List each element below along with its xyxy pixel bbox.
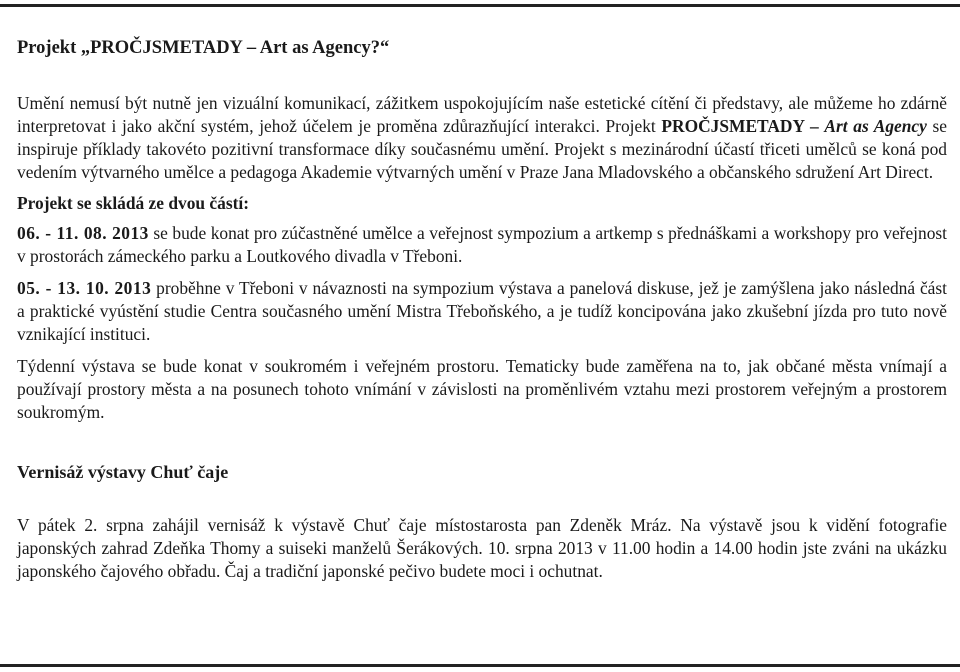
project-name: PROČJSMETADY –: [661, 116, 825, 136]
intro-text-1: Umění nemusí být nutně jen vizuální komunikací, zážitkem uspokojujícím naše estetické cítění či představy, ale můžeme ho zdárně interpretovat i jako akční systém, jehož účelem je proměna zdůrazňující interakci. Projekt: [17, 93, 947, 136]
part-one-paragraph: [17, 222, 947, 268]
intro-text-2: se inspiruje příklady takovéto pozitivní transformace díky současnému umění. Projekt s mezinárodní účastí třiceti umělců se koná pod vedením výtvarného umělce a pedagoga Akademie výtvarných umění v Praze Jana Mladovského a občanského sdružení Art Direct.: [17, 116, 947, 182]
project-subtitle: Art as Agency: [824, 116, 927, 136]
exhibition-paragraph: Týdenní výstava se bude konat v soukromém i veřejném prostoru. Tematicky bude zaměřena na to, jak občané města vnímají a používají prostory města a na posunech tohoto vnímání v závislosti na proměnlivém vztahu mezi prostorem veřejným a prostorem soukromým.: [17, 356, 947, 422]
vernissage-heading: Vernisáž výstavy Chuť čaje: [17, 462, 229, 482]
top-rule: [0, 4, 960, 7]
article-content: [17, 36, 947, 583]
part-two-date: 05. - 13. 10. 2013: [17, 278, 152, 298]
part-two-paragraph: [17, 277, 947, 346]
article-title: Projekt „PROČJSMETADY – Art as Agency?“: [17, 38, 390, 58]
part-two-text: proběhne v Třeboni v návaznosti na sympozium výstava a panelová diskuse, jež je zamýšlena jako následná část a praktické vyústění studie Centra současného umění Mistra Třeboňského, a je tudíž koncipována jako zkušební jízda pro tuto nově vznikající instituci.: [17, 278, 948, 344]
part-one-date: 06. - 11. 08. 2013: [17, 223, 149, 243]
bottom-rule: [0, 664, 960, 667]
intro-paragraph: [17, 92, 947, 184]
parts-heading: Projekt se skládá ze dvou částí:: [17, 193, 250, 213]
part-one-text: se bude konat pro zúčastněné umělce a veřejnost sympozium a artkemp s přednáškami a workshopy pro veřejnost v prostorách zámeckého parku a Loutkového divadla v Třeboni.: [17, 223, 948, 266]
vernissage-paragraph: V pátek 2. srpna zahájil vernisáž k výstavě Chuť čaje místostarosta pan Zdeněk Mráz. Na výstavě jsou k vidění fotografie japonských zahrad Zdeňka Thomy a suiseki manželů Šerákových. 10. srpna 2013 v 11.00 hodin a 14.00 hodin jste zváni na ukázku japonského čajového obřadu. Čaj a tradiční japonské pečivo budete moci i ochutnat.: [17, 515, 947, 581]
